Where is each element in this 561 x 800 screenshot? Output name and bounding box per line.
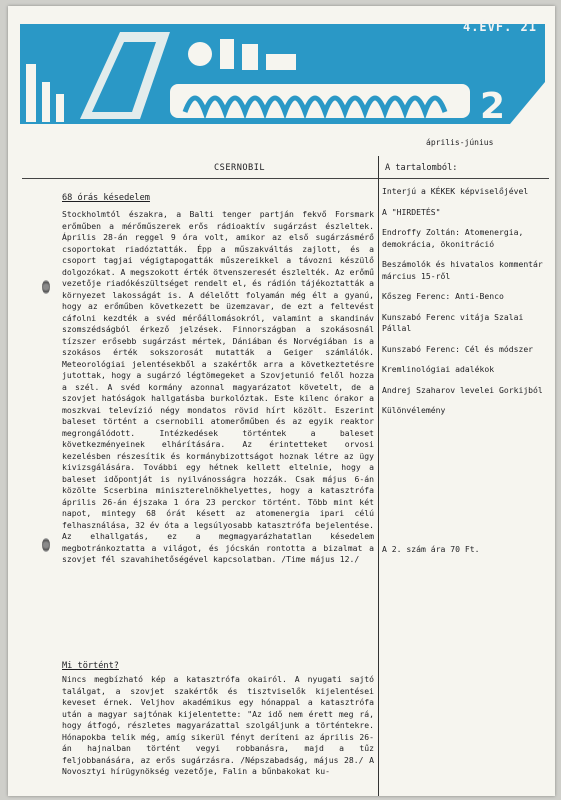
contents-item: Endroffy Zoltán: Atomenergia, demokrácia, ökonitráció (382, 227, 524, 249)
contents-list (382, 186, 552, 426)
staple-hole (42, 280, 50, 294)
section-heading: Mi történt? (62, 661, 119, 671)
sidebar-rule (379, 178, 549, 179)
staple-hole (42, 538, 50, 552)
contents-item: Beszámolók és hivatalos kommentár március 15-ről (382, 259, 543, 281)
header-rule (22, 178, 378, 179)
contents-item: Andrej Szaharov levelei Gorkijból (382, 384, 543, 395)
contents-item: Kremlinológiai adalékok (382, 364, 495, 374)
newsletter-page (8, 6, 555, 796)
contents-item: Különvélemény (382, 405, 446, 415)
article-text: Stockholmtól északra, a Balti tenger partján fekvő Forsmark erőműben a mérőműszerek erős rádioaktív sugárzást észleltek. Április 28-án reggel 9 óra volt, amikor az első sugárzásmérő csoportokat riadóztatták. Épp a műszakváltás zajlott, és a csoport tagjai végigtapogatták műszereikkel a távozni készülő dolgozókat. A megszokott érték ötvenszeresét észlelték. Az erőmű vezetője riadókészültséget rendelt el, és rádión tájékoztatták a környezet lakosságát is. A délelőtt folyamán még élt a gyanú, hogy az erőműben következett be üzemzavar, de ezt a feltevést cáfolni kezdték a svéd mérőállomásokról, valamint a skandináv szomszédságból érkező jelzések. Finnországban a szokásosnál tízszer erősebb sugárzást mértek, Dániában és Norvégiában is a szokásos érték sokszorosát mutatták a Geiger számlálók. Meteorológiai jelentésekből a szakértők arra a következtetésre jutottak, hogy a sugárzó légtömegeket a Szovjetunió felől hozza a szél. A svéd kormány azonnal magyarázatot követelt, de a szovjet hatóságok hallgatásba burkolóztak. Este kilenc órakor a moszkvai televízió négy mondatos rövid hírt közölt. Eszerint baleset történt a csernobili atomerőműben és az egyik reaktor megrongálódott. Intézkedések történtek a baleset következményeinek elhárítására. Az érintetteket orvosi kezelésben részesítik és kormánybizottságot hoznak létre az ügy kivizsgálására. További egy hétnek kellett eltelnie, hogy a baleset időpontját is nyilvánosságra hozzák. Csak május 6-án közölte Scserbina miniszterelnökhelyettes, hogy a katasztrófa április 26-án éjszaka 1 óra 23 perckor történt. Több mint két napot, mintegy 68 órát késett az atomenergia ipari célú felhasználása, 32 év óta a legsúlyosabb katasztrófa bejelentése. Az elhallgatás, ez a megmagyarázhatatlan késedelem megbotránkoztatta a világot, és jócskán rontotta a bizalmat a szovjet fél szavahihetőségével kapcsolatban. /Time május 12./ (62, 209, 374, 564)
article-title: CSERNOBIL (214, 163, 266, 173)
issue-price: A 2. szám ára 70 Ft. (382, 544, 480, 554)
issue-period: április-június (426, 138, 494, 147)
masthead-logo (20, 24, 545, 124)
contents-item: Kunszabó Ferenc vitája Szalai Pállal (382, 311, 524, 333)
contents-item: Kőszeg Ferenc: Anti-Benco (382, 291, 504, 301)
contents-heading: A tartalomból: (385, 163, 458, 173)
issue-number: 4.ÉVF. 21 (462, 20, 537, 34)
svg-text:2: 2 (480, 86, 506, 124)
contents-item: Kunszabó Ferenc: Cél és módszer (382, 343, 534, 354)
contents-item: Interjú a KÉKEK képviselőjével (382, 186, 529, 196)
article-text: Nincs megbízható kép a katasztrófa okairól. A nyugati sajtó találgat, a szovjet szakértők és tisztviselők kijelentései keveset érnek. Veljhov akadémikus egy hónappal a katasztrófa után a magyar sajtónak kijelentette: "Az idő nem érett meg rá, hogy átfogó, részletes magyarázattal szolgáljunk a történtekre. Hónapokba telik még, amíg sikerül fényt deríteni az április 26-án hajnalban történt vegyi robbanásra, majd a tűz feljobbanására, az erős sugárzásra. /Népszabadság, május 28./ A Novosztyi hírügynökség vezetője, Falin a bűnbakokat ku- (62, 674, 374, 776)
section-heading: 68 órás késedelem (62, 193, 150, 203)
contents-item: A "HIRDETÉS" (382, 206, 441, 217)
column-divider (378, 156, 379, 796)
